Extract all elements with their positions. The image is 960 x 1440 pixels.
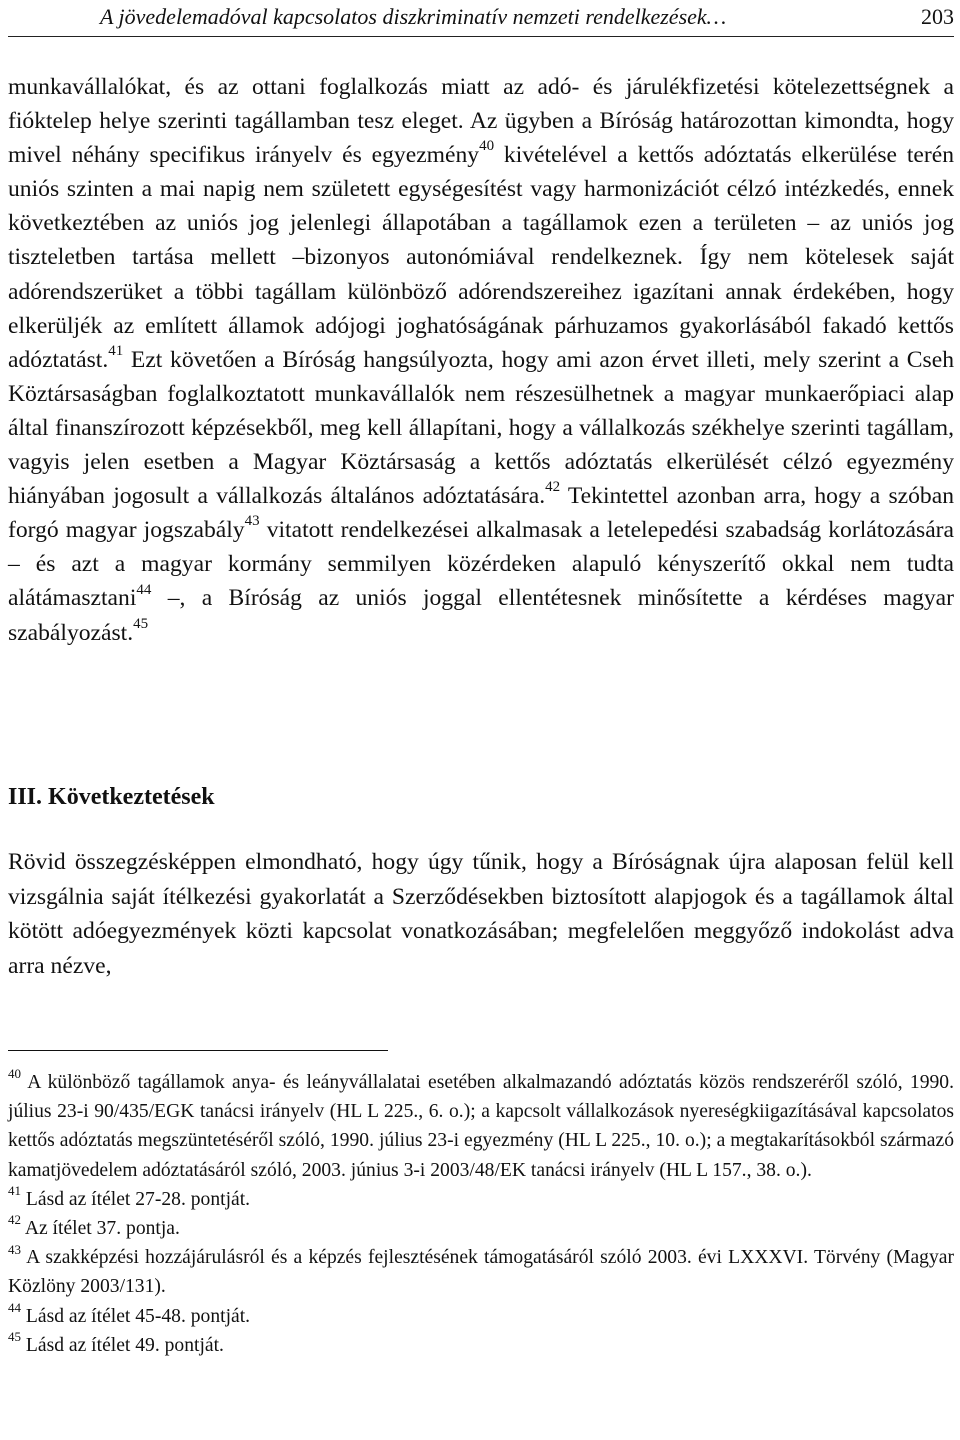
footnote-text: A különböző tagállamok anya- és leányvállalatai esetében alkalmazandó adóztatás közös rendszeréről szóló, 1990. július 23-i 90/435/EGK tanácsi irányelv (HL L 225., 6. o.); a kapcsolt vállalkozások nyereségkiigazításával kapcsolatos kettős adóztatás megszüntetéséről szóló, 1990. július 23-i egyezmény (HL L 225., 10. o.); a megtakarításokból származó kamatjövedelem adóztatásáról szóló, 2003. június 3-i 2003/48/EK tanácsi irányelv (HL L 157., 38. o.). bbox=[8, 1072, 954, 1181]
page-number: 203 bbox=[921, 4, 954, 29]
footnote-text: Lásd az ítélet 27-28. pontját. bbox=[21, 1188, 251, 1210]
footnote-text: Lásd az ítélet 45-48. pontját. bbox=[21, 1305, 251, 1327]
footnote-number: 40 bbox=[8, 1066, 21, 1082]
footnote-45 bbox=[8, 1331, 954, 1360]
footnote-number: 45 bbox=[8, 1329, 21, 1345]
footnote-separator bbox=[8, 1050, 388, 1051]
footnote-42 bbox=[8, 1214, 954, 1243]
footnote-number: 44 bbox=[8, 1300, 21, 1316]
footnote-ref-42[interactable]: 42 bbox=[545, 479, 561, 496]
text-segment: kivételével a kettős adóztatás elkerülése terén uniós szinten a mai napig nem született egységesítést vagy harmonizációt célzó intézkedés, ennek következtében az uniós jog jelenlegi állapotában a tagállamok ezen a területen – az uniós jog tiszteletben tartása mellett –bizonyos autonómiával rendelkeznek. Így nem kötelesek saját adórendszerüket a többi tagállam különböző adórendszereihez igazítani annak érdekében, hogy elkerüljék az említett államok adójogi joghatóságának párhuzamos gyakorlásából fakadó kettős adóztatást. bbox=[8, 142, 954, 373]
footnote-40 bbox=[8, 1068, 954, 1185]
running-header bbox=[8, 2, 954, 37]
footnote-number: 42 bbox=[8, 1212, 21, 1228]
body-paragraph bbox=[8, 70, 954, 650]
footnote-41 bbox=[8, 1185, 954, 1214]
footnote-text: A szakképzési hozzájárulásról és a képzés fejlesztésének támogatásáról szóló 2003. évi LXXXVI. Törvény (Magyar Közlöny 2003/131). bbox=[8, 1247, 954, 1298]
footnote-ref-41[interactable]: 41 bbox=[108, 342, 124, 359]
footnote-ref-44[interactable]: 44 bbox=[136, 581, 152, 598]
text-segment: –, a Bíróság az uniós joggal ellentétesnek minősítette a kérdéses magyar szabályozást. bbox=[8, 585, 954, 646]
text-segment: Ezt követően a Bíróság hangsúlyozta, hogy ami azon érvet illeti, mely szerint a Cseh Köztársaságban foglalkoztatott munkavállalók nem részesülhetnek a magyar munkaerőpiaci alap által finanszírozott képzésekből, meg kell állapítani, hogy a vállalkozás székhelye szerinti tagállam, vagyis jelen esetben a Magyar Köztársaság a kettős adóztatás elkerülését célzó egyezmény hiányában jogosult a vállalkozás általános adóztatására. bbox=[8, 346, 954, 510]
footnote-43 bbox=[8, 1243, 954, 1301]
text-segment: vitatott rendelkezései alkalmasak a letelepedési szabadság korlátozására – és azt a magyar kormány semmilyen közérdeken alapuló kényszerítő okkal nem tudta alátámasztani bbox=[8, 517, 955, 612]
footnote-text: Az ítélet 37. pontja. bbox=[21, 1218, 180, 1240]
text-segment: munkavállalókat, és az ottani foglalkozás miatt az adó- és járulékfizetési kötelezettségnek a fióktelep helye szerinti tagállamban tesz eleget. Az ügyben a Bíróság határozottan kimondta, hogy mivel néhány specifikus irányelv és egyezmény bbox=[8, 74, 954, 169]
footnote-text: Lásd az ítélet 49. pontját. bbox=[21, 1334, 224, 1356]
footnote-44 bbox=[8, 1302, 954, 1331]
footnotes bbox=[8, 1068, 954, 1360]
section-heading: III. Következtetések bbox=[8, 784, 215, 810]
section-paragraph: Rövid összegzésképpen elmondható, hogy úgy tűnik, hogy a Bíróságnak újra alaposan felül kell vizsgálnia saját ítélkezési gyakorlatát a Szerződésekben biztosított alapjogok és a tagállamok által kötött adóegyezmények közti kapcsolat vonatkozásában; megfelelően meggyőző indokolást adva arra nézve, bbox=[8, 849, 954, 979]
footnote-ref-40[interactable]: 40 bbox=[479, 138, 495, 155]
footnote-number: 41 bbox=[8, 1183, 21, 1199]
footnote-ref-45[interactable]: 45 bbox=[133, 615, 149, 632]
footnote-ref-43[interactable]: 43 bbox=[244, 513, 260, 530]
footnote-number: 43 bbox=[8, 1241, 21, 1257]
running-title: A jövedelemadóval kapcsolatos diszkriminatív nemzeti rendelkezések… bbox=[100, 4, 727, 29]
text-segment: Tekintettel azonban arra, hogy a szóban forgó magyar jogszabály bbox=[8, 483, 954, 544]
paragraph-text bbox=[8, 70, 954, 650]
